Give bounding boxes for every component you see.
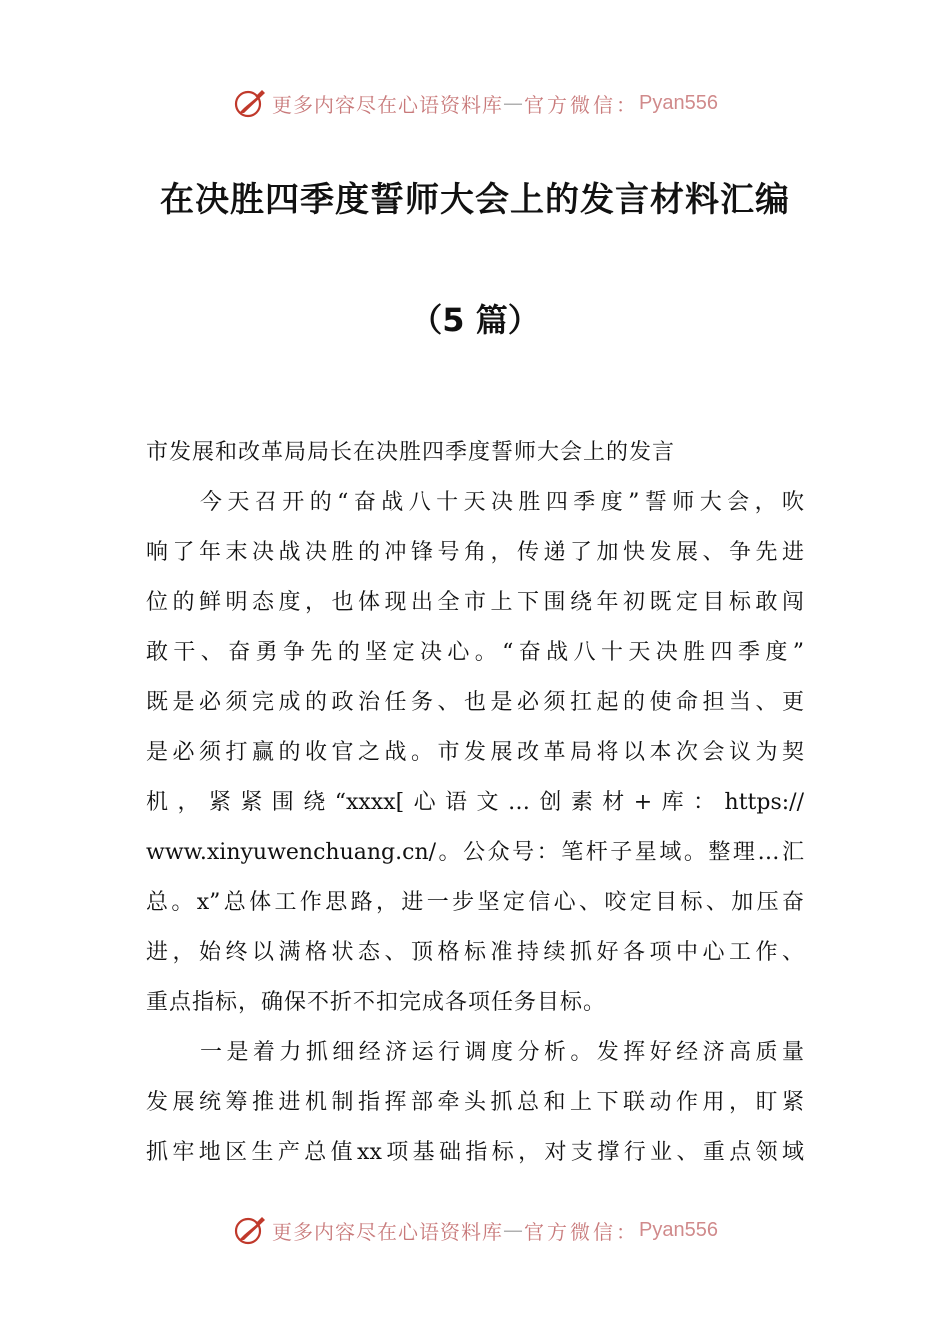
body-line: 是必须打赢的收官之战。市发展改革局将以本次会议为契 <box>146 740 804 765</box>
watermark-text: 更多内容尽在心语资料库 <box>272 92 504 117</box>
body-line: 发展统筹推进机制指挥部牵头抓总和上下联动作用，盯紧 <box>146 1090 804 1115</box>
body-line: 响了年末决战决胜的冲锋号角，传递了加快发展、争先进 <box>146 540 804 565</box>
body-line: 总。x”总体工作思路，进一步坚定信心、咬定目标、加压奋 <box>146 890 804 915</box>
body-line: 抓牢地区生产总值xx项基础指标，对支撑行业、重点领域 <box>146 1140 804 1165</box>
feather-pen-icon <box>232 85 268 121</box>
document-title: 在决胜四季度誓师大会上的发言材料汇编 <box>160 180 790 220</box>
watermark-wechat-id: Pyan556 <box>639 91 718 114</box>
watermark-wechat-label: 官方微信： <box>524 1219 640 1244</box>
watermark-separator: — <box>503 1218 525 1242</box>
body-line: 敢干、奋勇争先的坚定决心。“奋战八十天决胜四季度” <box>146 640 804 665</box>
body-line: 既是必须完成的政治任务、也是必须扛起的使命担当、更 <box>146 690 804 715</box>
header-watermark <box>0 83 950 123</box>
watermark-wechat-id: Pyan556 <box>639 1218 718 1241</box>
feather-pen-icon <box>232 1212 268 1248</box>
footer-watermark <box>0 1210 950 1250</box>
watermark-text: 更多内容尽在心语资料库 <box>272 1219 504 1244</box>
body-line: www.xinyuwenchuang.cn/。公众号：笔杆子星域。整理…汇 <box>146 840 804 865</box>
body-line: 机，紧紧围绕“xxxx[心语文…创素材+库：https:// <box>146 790 804 815</box>
watermark-separator: — <box>503 91 525 115</box>
body-line: 进，始终以满格状态、顶格标准持续抓好各项中心工作、 <box>146 940 804 965</box>
body-line: 位的鲜明态度，也体现出全市上下围绕年初既定目标敢闯 <box>146 590 804 615</box>
body-line: 重点指标，确保不折不扣完成各项任务目标。 <box>146 990 607 1015</box>
document-subtitle: （5 篇） <box>410 301 540 339</box>
watermark-wechat-label: 官方微信： <box>524 92 640 117</box>
body-line: 今天召开的“奋战八十天决胜四季度”誓师大会，吹 <box>200 490 804 515</box>
section-heading: 市发展和改革局局长在决胜四季度誓师大会上的发言 <box>146 440 676 465</box>
body-line: 一是着力抓细经济运行调度分析。发挥好经济高质量 <box>200 1040 804 1065</box>
